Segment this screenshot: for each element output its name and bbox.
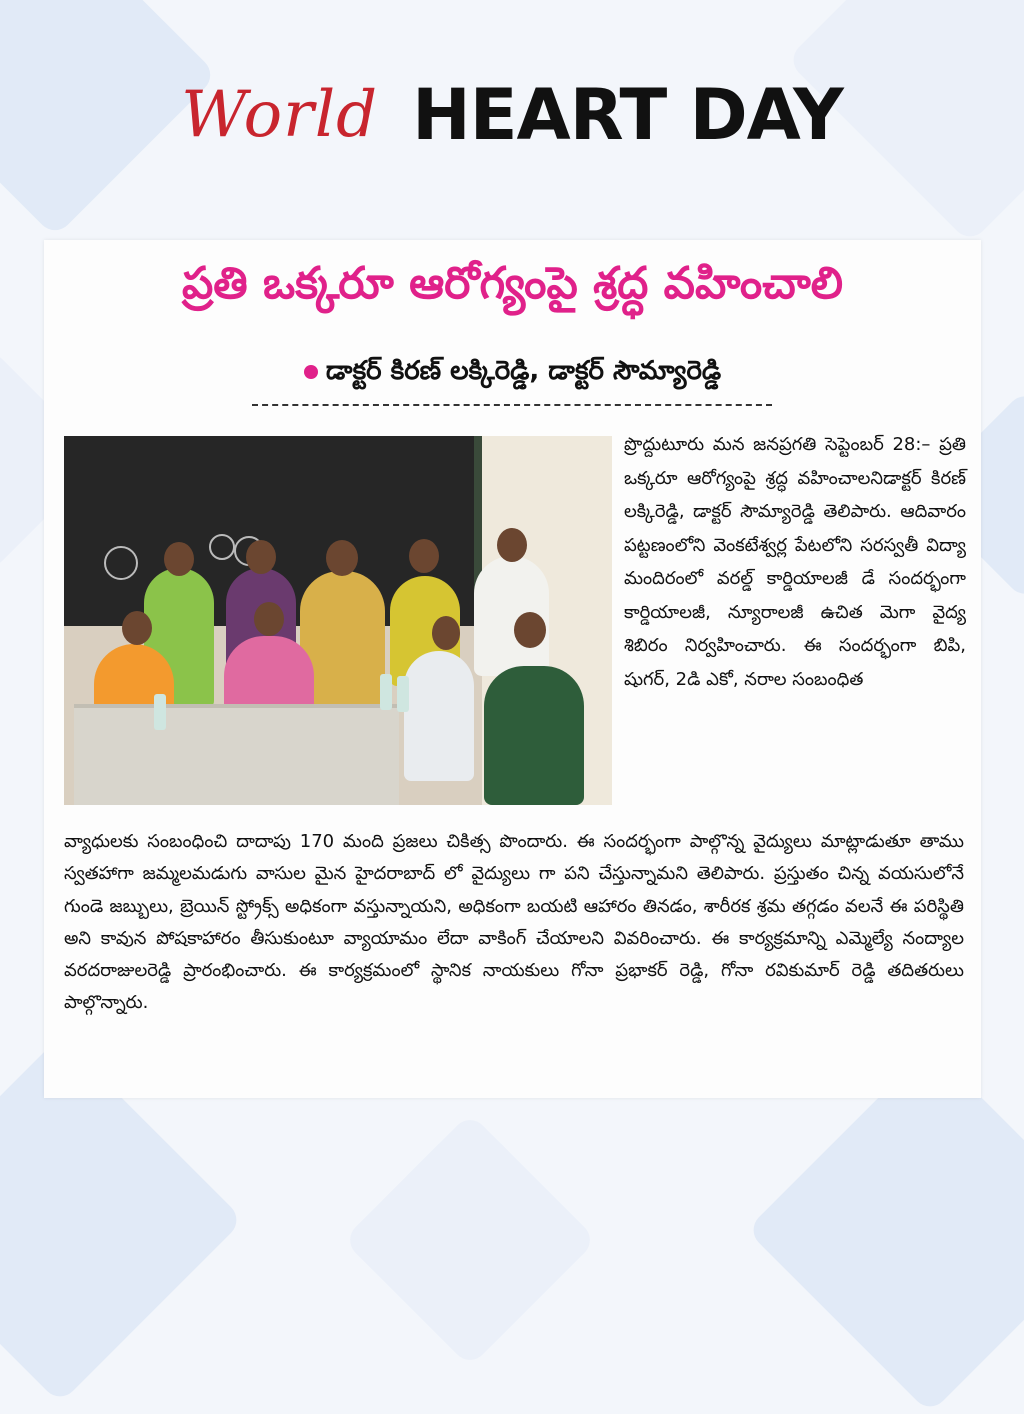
bullet-icon — [304, 365, 318, 379]
background-decoration — [343, 1113, 598, 1368]
article-headline: ప్రతి ఒక్కరూ ఆరోగ్యంపై శ్రద్ధ వహించాలి — [181, 258, 844, 309]
byline-text: డాక్టర్ కిరణ్ లక్కిరెడ్డి, డాక్టర్ సౌమ్యారెడ్డి — [325, 356, 722, 386]
page-title — [0, 60, 1024, 170]
article-byline — [44, 356, 981, 392]
title-heart-day: HEART DAY — [412, 74, 843, 156]
article-column-text: ప్రొద్దుటూరు మన జనప్రగతి సెప్టెంబర్ 28:– ప్రతి ఒక్కరూ ఆరోగ్యంపై శ్రద్ధ వహించాలనిడాక్టర్ కిరణ్ లక్కిరెడ్డి, డాక్టర్ సౌమ్యారెడ్డి తెలిపారు. ఆదివారం పట్టణంలోని వెంకటేశ్వర్ల పేటలోని సరస్వతీ విద్యా మందిరంలో వరల్డ్ కార్డియాలజీ డే సందర్భంగా కార్డియాలజీ, న్యూరాలజీ ఉచిత మెగా వైద్య శిబిరం నిర్వహించారు. ఈ సందర్భంగా బిపి, షుగర్, 2డి ఎకో, నరాల సంబంధిత — [624, 434, 966, 690]
background-decoration — [746, 1046, 1024, 1414]
dashed-divider — [252, 404, 772, 406]
news-clipping — [44, 240, 981, 1098]
title-world: World — [181, 78, 379, 152]
table — [74, 704, 399, 805]
article-photo — [64, 436, 612, 805]
article-body-text: వ్యాధులకు సంబంధించి దాదాపు 170 మంది ప్రజలు చికిత్స పొందారు. ఈ సందర్భంగా పాల్గొన్న వైద్యులు మాట్లాడుతూ తాము స్వతహాగా జమ్మలమడుగు వాసుల మైన హైదరాబాద్ లో వైద్యులు గా పని చేస్తున్నామని తెలిపారు. ప్రస్తుతం చిన్న వయసులోనే గుండె జబ్బులు, బ్రెయిన్ స్ట్రోక్స్ అధికంగా వస్తున్నాయని, అధికంగా బయటి ఆహారం తినడం, శారీరక శ్రమ తగ్గడం వలనే ఈ పరిస్థితి అని కావున పోషకాహారం తీసుకుంటూ వ్యాయామం లేదా వాకింగ్ చేయాలని వివరించారు. ఈ కార్యక్రమాన్ని ఎమ్మెల్యే నంద్యాల వరదరాజులరెడ్డి ప్రారంభించారు. ఈ కార్యక్రమంలో స్థానిక నాయకులు గోనా ప్రభాకర్ రెడ్డి, గోనా రవికుమార్ రెడ్డి తదితరులు పాల్గొన్నారు. — [64, 831, 964, 1014]
